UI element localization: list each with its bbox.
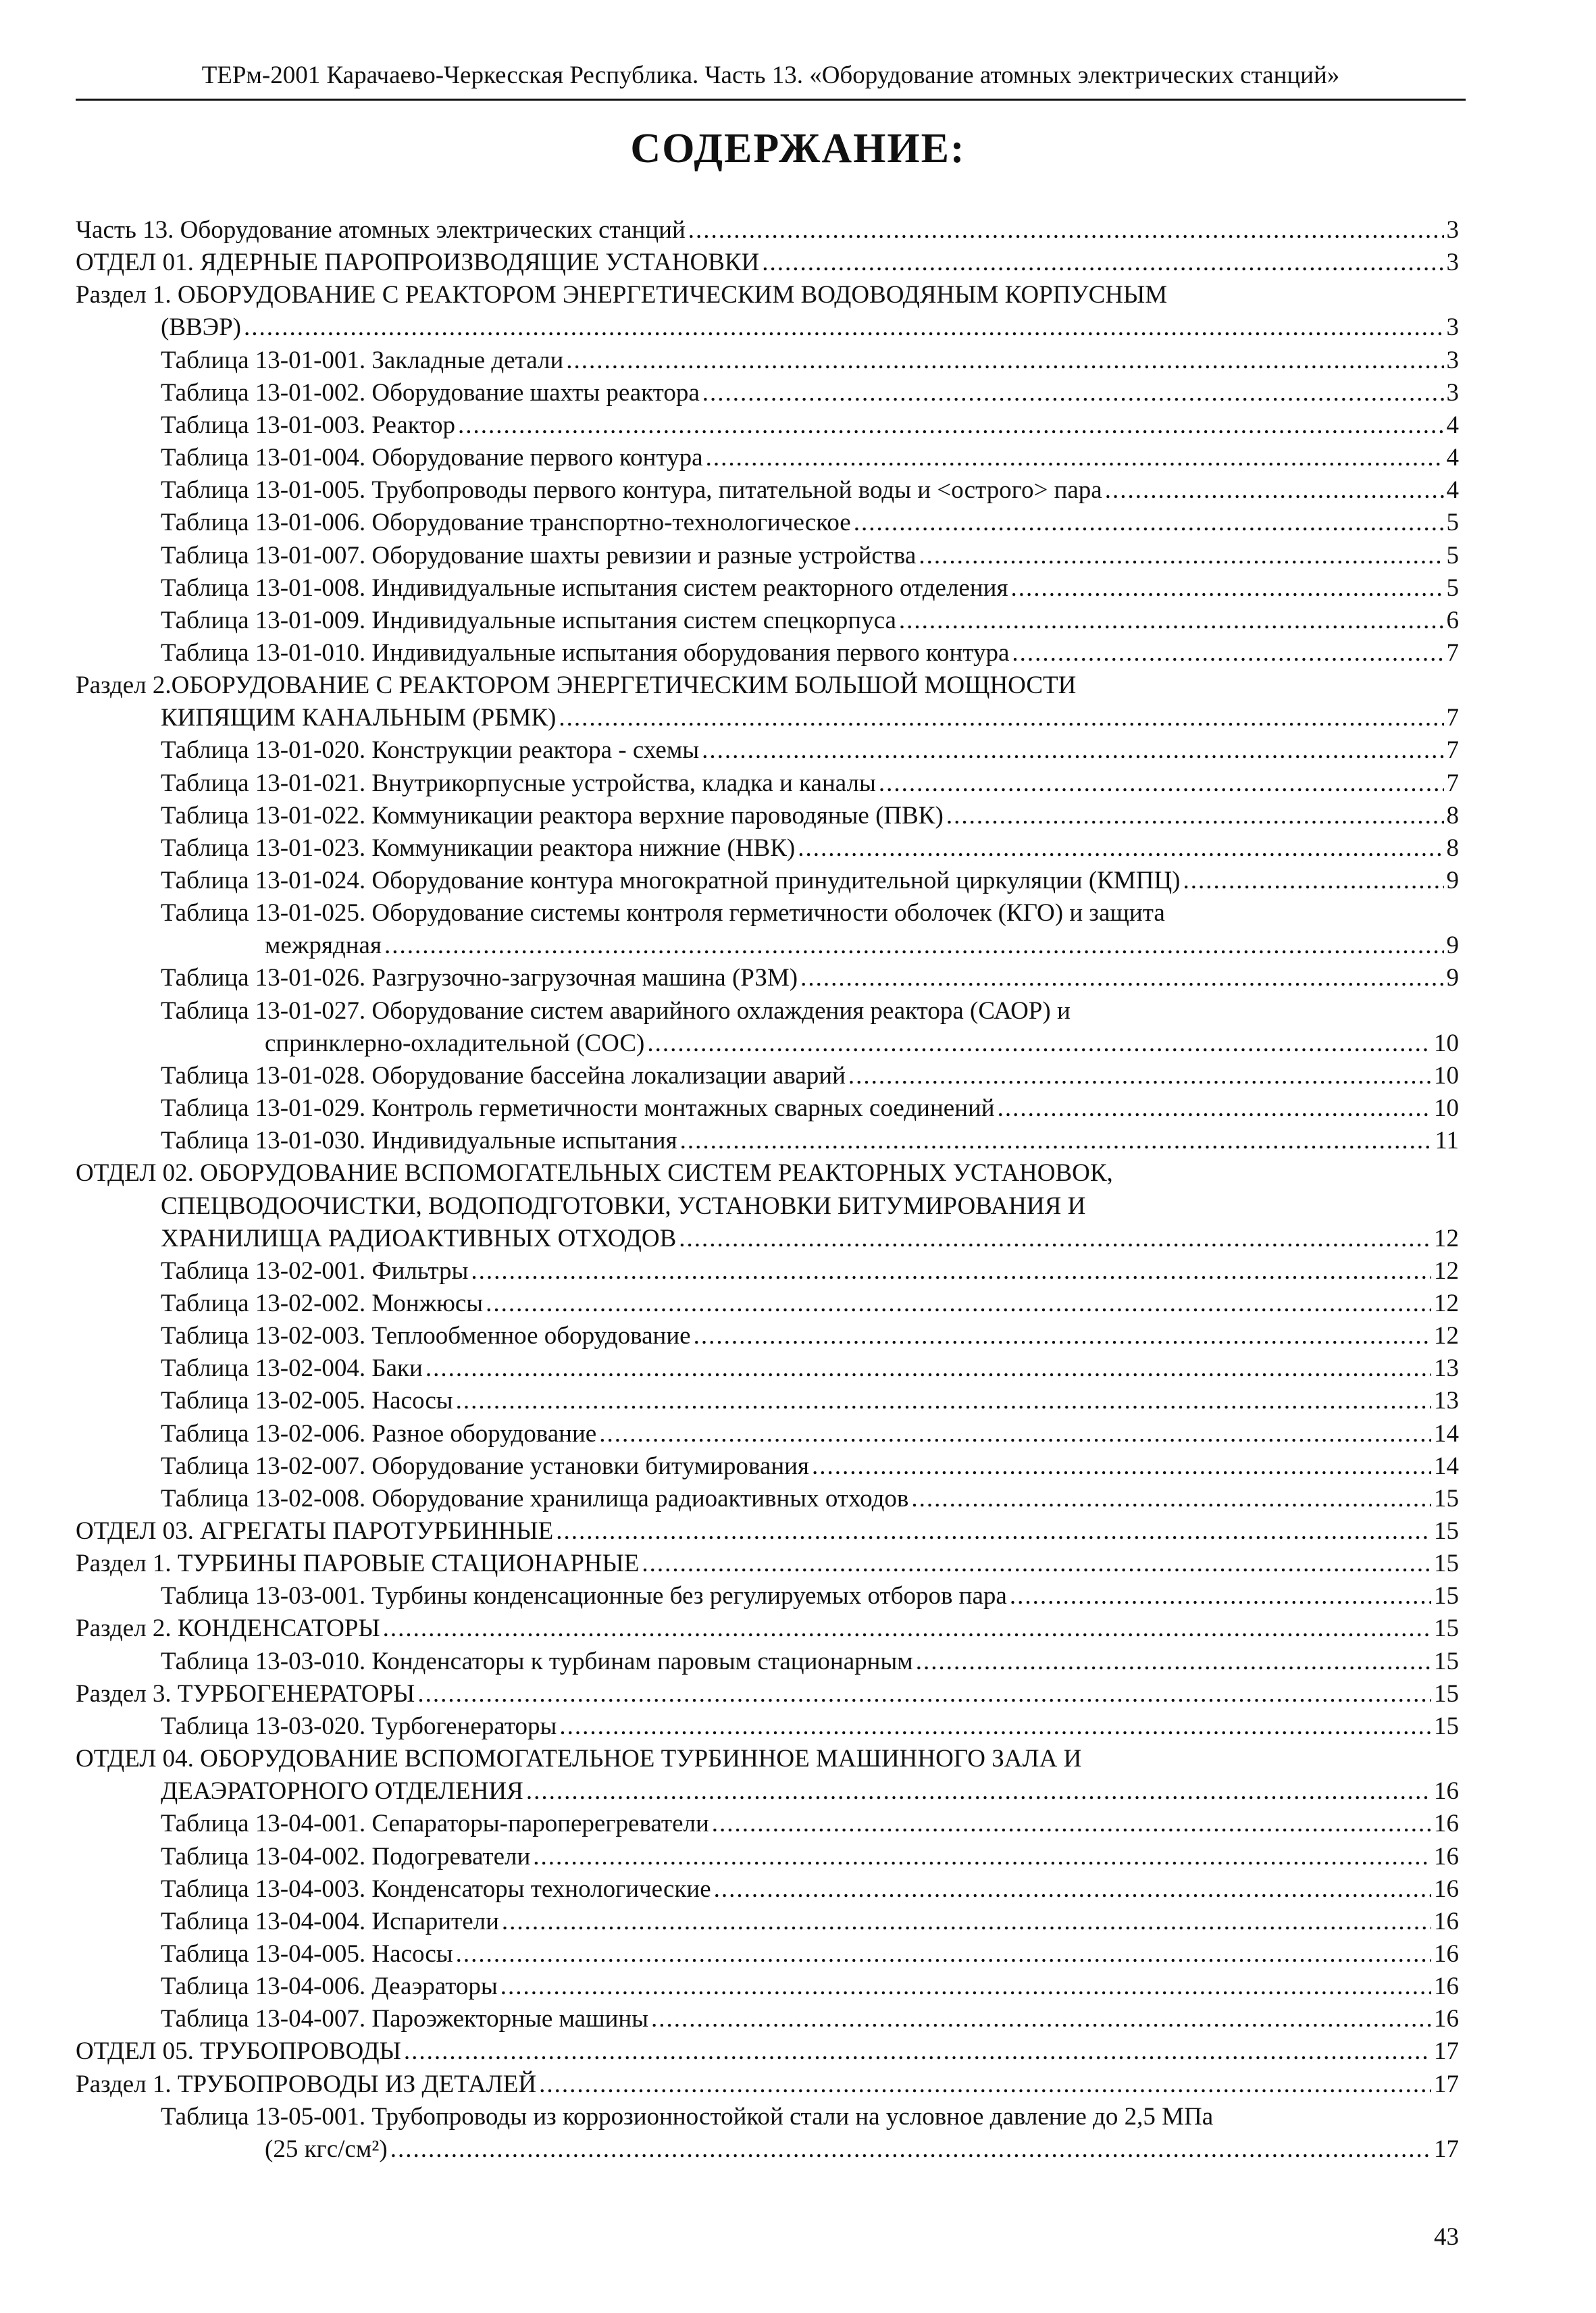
toc-entry-page: 11 [1435, 1127, 1459, 1154]
dot-leader [800, 963, 1443, 994]
dot-leader [680, 1125, 1433, 1156]
toc-entry-label: Таблица 13-03-001. Турбины конденсационные без регулируемых отборов пара [161, 1582, 1007, 1610]
toc-entry-page: 14 [1434, 1452, 1459, 1480]
toc-entry [161, 1419, 1459, 1450]
dot-leader [706, 442, 1444, 474]
toc-entry [76, 1613, 1459, 1644]
toc-entry-label: Таблица 13-04-001. Сепараторы-пароперегреватели [161, 1810, 709, 1837]
dot-leader [556, 1516, 1431, 1547]
toc-entry-label: Таблица 13-02-001. Фильтры [161, 1257, 469, 1285]
dot-leader [1010, 1581, 1431, 1612]
toc-entry-label: Таблица 13-01-001. Закладные детали [161, 347, 564, 374]
toc-entry [76, 1548, 1459, 1579]
toc-entry-page: 15 [1434, 1582, 1459, 1610]
dot-leader [486, 1288, 1431, 1319]
toc-entry-label: КИПЯЩИМ КАНАЛЬНЫМ (РБМК) [161, 704, 557, 732]
toc-entry-label: Таблица 13-02-003. Теплообменное оборудование [161, 1322, 691, 1350]
dot-leader [384, 930, 1444, 961]
toc-entry-page: 9 [1446, 867, 1459, 894]
toc-entry-page: 16 [1434, 1777, 1459, 1805]
toc-entry [161, 507, 1459, 538]
toc-entry [161, 2004, 1459, 2035]
toc-entry [76, 215, 1459, 246]
toc-entry [161, 1483, 1459, 1515]
toc-entry-label: ОТДЕЛ 03. АГРЕГАТЫ ПАРОТУРБИННЫЕ [76, 1517, 554, 1545]
toc-entry-page: 10 [1434, 1094, 1459, 1122]
toc-entry-page: 5 [1446, 574, 1459, 602]
toc-entry-page: 15 [1434, 1712, 1459, 1740]
toc-entry [161, 410, 1459, 441]
toc-entry-label: межрядная [265, 932, 382, 959]
toc-entry [161, 1353, 1459, 1384]
toc-entry-label: Раздел 1. ОБОРУДОВАНИЕ С РЕАКТОРОМ ЭНЕРГЕТИЧЕСКИМ ВОДОВОДЯНЫМ КОРПУСНЫМ [76, 281, 1168, 309]
toc-entry-page: 16 [1434, 1810, 1459, 1837]
dot-leader [679, 1223, 1431, 1254]
dot-leader [1183, 865, 1444, 896]
dot-leader [471, 1256, 1431, 1287]
toc-entry-label: ОТДЕЛ 01. ЯДЕРНЫЕ ПАРОПРОИЗВОДЯЩИЕ УСТАНОВКИ [76, 249, 760, 276]
toc-entry-label: Таблица 13-02-004. Баки [161, 1354, 423, 1382]
toc-entry-label: Таблица 13-04-004. Испарители [161, 1908, 499, 1935]
toc-entry [265, 1028, 1459, 1059]
dot-leader [559, 703, 1443, 734]
toc-entry-label: Таблица 13-01-020. Конструкции реактора - схемы [161, 736, 700, 764]
toc-entry [161, 1321, 1459, 1352]
toc-entry [161, 1125, 1459, 1156]
toc-entry-label: Таблица 13-01-002. Оборудование шахты реактора [161, 379, 700, 407]
dot-leader [919, 540, 1443, 571]
dot-leader [899, 605, 1444, 636]
toc-entry [161, 1223, 1459, 1254]
toc-entry-label: Таблица 13-01-025. Оборудование системы контроля герметичности оболочек (КГО) и защита [161, 899, 1165, 927]
dot-leader [694, 1321, 1431, 1352]
toc-entry [161, 605, 1459, 636]
page-number: 43 [1434, 2223, 1459, 2251]
toc-entry-label: Таблица 13-01-030. Индивидуальные испытания [161, 1127, 677, 1154]
toc-entry-page: 16 [1434, 2005, 1459, 2033]
toc-entry-page: 12 [1434, 1225, 1459, 1252]
toc-entry-label: Таблица 13-04-003. Конденсаторы технологические [161, 1875, 711, 1903]
dot-leader [714, 1874, 1431, 1905]
toc-entry-label: Таблица 13-02-006. Разное оборудование [161, 1420, 597, 1448]
toc-entry [161, 996, 1459, 1027]
dot-leader [702, 378, 1444, 409]
toc-entry-label: Таблица 13-01-021. Внутрикорпусные устройства, кладка и каналы [161, 769, 876, 797]
dot-leader [458, 410, 1444, 441]
dot-leader [502, 1906, 1431, 1937]
toc-entry [161, 1061, 1459, 1092]
toc-entry [161, 345, 1459, 376]
toc-entry-label: Таблица 13-01-008. Индивидуальные испытания систем реакторного отделения [161, 574, 1008, 602]
toc-entry [161, 800, 1459, 832]
toc-entry [161, 573, 1459, 604]
toc-entry-label: Таблица 13-01-026. Разгрузочно-загрузочная машина (РЗМ) [161, 964, 798, 992]
toc-entry-label: Таблица 13-01-004. Оборудование первого контура [161, 444, 703, 472]
dot-leader [390, 2134, 1431, 2165]
toc-entry-label: Таблица 13-02-007. Оборудование установки битумирования [161, 1452, 809, 1480]
toc-entry-page: 10 [1434, 1062, 1459, 1090]
toc-entry [76, 2069, 1459, 2100]
toc-entry-label: Раздел 3. ТУРБОГЕНЕРАТОРЫ [76, 1680, 415, 1708]
toc-entry [161, 768, 1459, 799]
dot-leader [916, 1646, 1431, 1677]
dot-leader [1012, 638, 1443, 669]
dot-leader [946, 800, 1444, 832]
toc-entry-page: 7 [1446, 639, 1459, 667]
dot-leader [1105, 475, 1444, 506]
toc-entry [161, 638, 1459, 669]
dot-leader [426, 1353, 1431, 1384]
toc-entry [161, 312, 1459, 343]
toc-entry-page: 12 [1434, 1257, 1459, 1285]
toc-entry [161, 865, 1459, 896]
toc-entry [161, 1451, 1459, 1482]
toc-entry-label: Таблица 13-02-008. Оборудование хранилища радиоактивных отходов [161, 1485, 909, 1513]
toc-entry-label: Таблица 13-01-005. Трубопроводы первого контура, питательной воды и <острого> пара [161, 476, 1102, 504]
toc-entry-label: Таблица 13-03-020. Турбогенераторы [161, 1712, 557, 1740]
toc-entry-page: 15 [1434, 1615, 1459, 1642]
toc-entry [161, 703, 1459, 734]
toc-entry [161, 1386, 1459, 1417]
toc-entry-label: Таблица 13-03-010. Конденсаторы к турбинам паровым стационарным [161, 1648, 913, 1675]
toc-entry-page: 6 [1446, 607, 1459, 634]
dot-leader [456, 1939, 1431, 1970]
toc-entry [161, 735, 1459, 766]
toc-entry-page: 14 [1434, 1420, 1459, 1448]
toc-entry [161, 1939, 1459, 1970]
dot-leader [998, 1093, 1431, 1124]
toc-entry-page: 16 [1434, 1973, 1459, 2000]
dot-leader [417, 1679, 1431, 1710]
dot-leader [456, 1386, 1431, 1417]
toc-entry [161, 1093, 1459, 1124]
toc-entry [161, 1776, 1459, 1807]
toc-entry [76, 1158, 1459, 1189]
dot-leader [812, 1451, 1431, 1482]
toc-entry [265, 930, 1459, 961]
toc-entry [161, 1256, 1459, 1287]
dot-leader [599, 1419, 1431, 1450]
toc-entry-label: ХРАНИЛИЩА РАДИОАКТИВНЫХ ОТХОДОВ [161, 1225, 677, 1252]
toc-entry-label: Таблица 13-01-024. Оборудование контура многократной принудительной циркуляции (КМПЦ) [161, 867, 1181, 894]
toc-entry [76, 1679, 1459, 1710]
dot-leader [539, 2069, 1431, 2100]
toc-entry-page: 16 [1434, 1940, 1459, 1968]
toc-entry [76, 670, 1459, 701]
toc-entry-page: 16 [1434, 1875, 1459, 1903]
toc-entry-label: Таблица 13-01-029. Контроль герметичности монтажных сварных соединений [161, 1094, 995, 1122]
toc-entry-page: 15 [1434, 1648, 1459, 1675]
toc-entry [161, 1711, 1459, 1742]
toc-entry-label: Таблица 13-01-006. Оборудование транспортно-технологическое [161, 509, 851, 536]
toc-entry-page: 13 [1434, 1387, 1459, 1415]
dot-leader [651, 2004, 1431, 2035]
dot-leader [642, 1548, 1431, 1579]
toc-entry-page: 9 [1446, 932, 1459, 959]
toc-entry [161, 1971, 1459, 2002]
dot-leader [244, 312, 1443, 343]
dot-leader [702, 735, 1443, 766]
toc-entry-page: 4 [1446, 411, 1459, 439]
toc-entry-label: Таблица 13-04-007. Пароэжекторные машины [161, 2005, 649, 2033]
toc-entry [161, 1646, 1459, 1677]
dot-leader [566, 345, 1443, 376]
toc-entry-page: 3 [1446, 216, 1459, 244]
toc-entry-label: Таблица 13-01-028. Оборудование бассейна локализации аварий [161, 1062, 846, 1090]
toc-entry-page: 3 [1446, 313, 1459, 341]
toc-entry-label: Часть 13. Оборудование атомных электрических станций [76, 216, 686, 244]
toc-entry-page: 17 [1434, 2037, 1459, 2065]
toc-entry-page: 15 [1434, 1485, 1459, 1513]
dot-leader [688, 215, 1444, 246]
toc-entry [161, 2102, 1459, 2133]
toc-entry-page: 8 [1446, 802, 1459, 830]
toc-entry-page: 12 [1434, 1290, 1459, 1317]
toc-entry-page: 7 [1446, 736, 1459, 764]
toc-entry [265, 2134, 1459, 2165]
toc-entry-page: 17 [1434, 2135, 1459, 2163]
toc-entry-page: 13 [1434, 1354, 1459, 1382]
toc-entry-label: Таблица 13-05-001. Трубопроводы из коррозионностойкой стали на условное давление до 2,5 МПа [161, 2103, 1214, 2131]
toc-entry-label: ДЕАЭРАТОРНОГО ОТДЕЛЕНИЯ [161, 1777, 523, 1805]
toc-entry-label: спринклерно-охладительной (СОС) [265, 1030, 645, 1057]
toc-entry-page: 4 [1446, 476, 1459, 504]
toc-entry-label: Таблица 13-01-023. Коммуникации реактора нижние (НВК) [161, 834, 796, 862]
toc-entry-label: Таблица 13-01-007. Оборудование шахты ревизии и разные устройства [161, 542, 917, 569]
toc-entry [161, 1581, 1459, 1612]
toc-entry-page: 16 [1434, 1843, 1459, 1871]
toc-entry-label: Раздел 1. ТУРБИНЫ ПАРОВЫЕ СТАЦИОНАРНЫЕ [76, 1550, 640, 1577]
toc-entry-label: Таблица 13-01-009. Индивидуальные испытания систем спецкорпуса [161, 607, 896, 634]
toc-entry-label: ОТДЕЛ 05. ТРУБОПРОВОДЫ [76, 2037, 401, 2065]
dot-leader [1010, 573, 1443, 604]
dot-leader [526, 1776, 1431, 1807]
toc-entry-page: 3 [1446, 379, 1459, 407]
dot-leader [848, 1061, 1431, 1092]
toc-entry [76, 247, 1459, 278]
toc-entry-label: Таблица 13-04-006. Деаэраторы [161, 1973, 498, 2000]
toc-entry-page: 4 [1446, 444, 1459, 472]
toc-entry-label: Раздел 1. ТРУБОПРОВОДЫ ИЗ ДЕТАЛЕЙ [76, 2070, 537, 2098]
toc-entry-label: Таблица 13-02-005. Насосы [161, 1387, 453, 1415]
toc-entry [161, 1191, 1459, 1222]
toc-entry-label: Таблица 13-02-002. Монжюсы [161, 1290, 484, 1317]
toc-entry-label: Раздел 2.ОБОРУДОВАНИЕ С РЕАКТОРОМ ЭНЕРГЕТИЧЕСКИМ БОЛЬШОЙ МОЩНОСТИ [76, 671, 1077, 699]
toc-entry [161, 833, 1459, 864]
toc-entry-page: 3 [1446, 249, 1459, 276]
toc-entry [161, 540, 1459, 571]
toc-entry-label: Таблица 13-01-003. Реактор [161, 411, 455, 439]
toc-entry [76, 1744, 1459, 1775]
toc-entry-page: 16 [1434, 1908, 1459, 1935]
toc-entry-label: Таблица 13-01-027. Оборудование систем аварийного охлаждения реактора (САОР) и [161, 997, 1071, 1025]
toc-entry [161, 1288, 1459, 1319]
toc-entry [161, 1906, 1459, 1937]
toc-entry-page: 15 [1434, 1550, 1459, 1577]
toc-entry-label: СПЕЦВОДООЧИСТКИ, ВОДОПОДГОТОВКИ, УСТАНОВКИ БИТУМИРОВАНИЯ И [161, 1192, 1086, 1220]
dot-leader [854, 507, 1444, 538]
page-title: СОДЕРЖАНИЕ: [630, 126, 966, 172]
toc-entry-page: 5 [1446, 542, 1459, 569]
toc-entry-page: 15 [1434, 1517, 1459, 1545]
toc-entry [76, 1516, 1459, 1547]
toc-entry-page: 9 [1446, 964, 1459, 992]
dot-leader [404, 2036, 1431, 2067]
toc-entry-label: Раздел 2. КОНДЕНСАТОРЫ [76, 1615, 380, 1642]
toc-entry [76, 2036, 1459, 2067]
running-header: ТЕРм-2001 Карачаево-Черкесская Республика. Часть 13. «Оборудование атомных электрических станций» [201, 61, 1340, 89]
dot-leader [533, 1841, 1431, 1873]
toc-entry-label: ОТДЕЛ 04. ОБОРУДОВАНИЕ ВСПОМОГАТЕЛЬНОЕ ТУРБИННОЕ МАШИННОГО ЗАЛА И [76, 1745, 1082, 1773]
dot-leader [911, 1483, 1431, 1515]
dot-leader [500, 1971, 1431, 2002]
toc-entry-page: 7 [1446, 704, 1459, 732]
toc-entry-page: 17 [1434, 2070, 1459, 2098]
toc-entry-page: 7 [1446, 769, 1459, 797]
dot-leader [712, 1808, 1431, 1839]
toc-entry [161, 442, 1459, 474]
toc-entry-page: 5 [1446, 509, 1459, 536]
toc-entry [76, 280, 1459, 311]
dot-leader [762, 247, 1443, 278]
toc-entry [161, 1874, 1459, 1905]
toc-entry-page: 3 [1446, 347, 1459, 374]
dot-leader [383, 1613, 1431, 1644]
toc-entry-label: (25 кгс/см²) [265, 2135, 388, 2163]
toc-entry [161, 1841, 1459, 1873]
toc-entry-page: 12 [1434, 1322, 1459, 1350]
toc-entry-label: Таблица 13-01-010. Индивидуальные испытания оборудования первого контура [161, 639, 1010, 667]
toc-entry [161, 378, 1459, 409]
toc-entry-label: (ВВЭР) [161, 313, 242, 341]
toc-entry-page: 10 [1434, 1030, 1459, 1057]
dot-leader [879, 768, 1444, 799]
toc-entry [161, 1808, 1459, 1839]
dot-leader [798, 833, 1443, 864]
toc-entry [161, 898, 1459, 929]
toc-entry-label: ОТДЕЛ 02. ОБОРУДОВАНИЕ ВСПОМОГАТЕЛЬНЫХ СИСТЕМ РЕАКТОРНЫХ УСТАНОВОК, [76, 1159, 1113, 1187]
dot-leader [559, 1711, 1431, 1742]
toc-entry-page: 8 [1446, 834, 1459, 862]
toc-entry [161, 963, 1459, 994]
toc-entry-label: Таблица 13-01-022. Коммуникации реактора верхние пароводяные (ПВК) [161, 802, 944, 830]
toc-entry-page: 15 [1434, 1680, 1459, 1708]
toc-entry-label: Таблица 13-04-005. Насосы [161, 1940, 453, 1968]
dot-leader [647, 1028, 1431, 1059]
toc-entry [161, 475, 1459, 506]
toc-entry-label: Таблица 13-04-002. Подогреватели [161, 1843, 531, 1871]
